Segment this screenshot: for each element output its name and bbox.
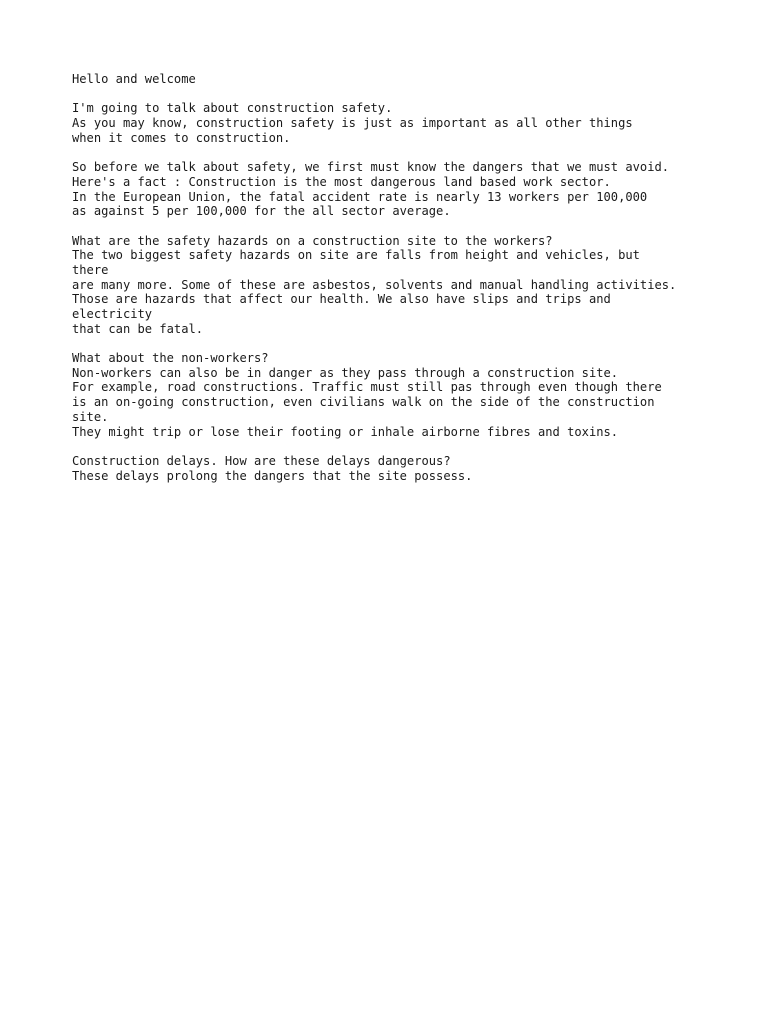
text-line-27: Construction delays. How are these delays dangerous? (72, 453, 451, 468)
text-line-10: as against 5 per 100,000 for the all sector average. (72, 204, 451, 219)
text-line-17: electricity (72, 307, 153, 321)
blank-line (72, 87, 722, 102)
blank-line (72, 219, 722, 234)
text-line-20: What about the non-workers? (72, 351, 269, 366)
text-line-9: In the European Union, the fatal accident rate is nearly 13 workers per 100,000 (72, 189, 648, 204)
blank-line (72, 439, 722, 454)
document-text (72, 72, 722, 483)
text-line-8: Here's a fact : Construction is the most dangerous land based work sector. (72, 174, 611, 189)
text-line-25: They might trip or lose their footing or inhale airborne fibres and toxins. (72, 424, 619, 439)
text-line-4: As you may know, construction safety is just as important as all other things (72, 116, 633, 131)
text-line-14: there (72, 262, 109, 277)
blank-line (72, 336, 722, 351)
blank-line (72, 145, 722, 160)
text-line-16: Those are hazards that affect our health. We also have slips and trips and (72, 292, 611, 307)
text-line-18: that can be fatal. (72, 321, 204, 336)
text-line-3: I'm going to talk about construction safety. (72, 101, 393, 116)
text-line-28: These delays prolong the dangers that the site possess. (72, 468, 473, 483)
text-line-22: For example, road constructions. Traffic must still pas through even though there (72, 380, 662, 395)
text-line-15: are many more. Some of these are asbestos, solvents and manual handling activities. (72, 277, 677, 292)
text-line-5: when it comes to construction. (72, 130, 291, 145)
text-line-23: is an on-going construction, even civilians walk on the side of the construction (72, 395, 655, 410)
text-line-13: The two biggest safety hazards on site are falls from height and vehicles, but (72, 248, 640, 263)
text-line-21: Non-workers can also be in danger as they pass through a construction site. (72, 365, 619, 380)
text-line-24: site. (72, 409, 109, 424)
text-line-7: So before we talk about safety, we first must know the dangers that we must avoid. (72, 160, 670, 175)
text-line-1: Hello and welcome (72, 72, 196, 86)
text-line-12: What are the safety hazards on a construction site to the workers? (72, 233, 553, 248)
